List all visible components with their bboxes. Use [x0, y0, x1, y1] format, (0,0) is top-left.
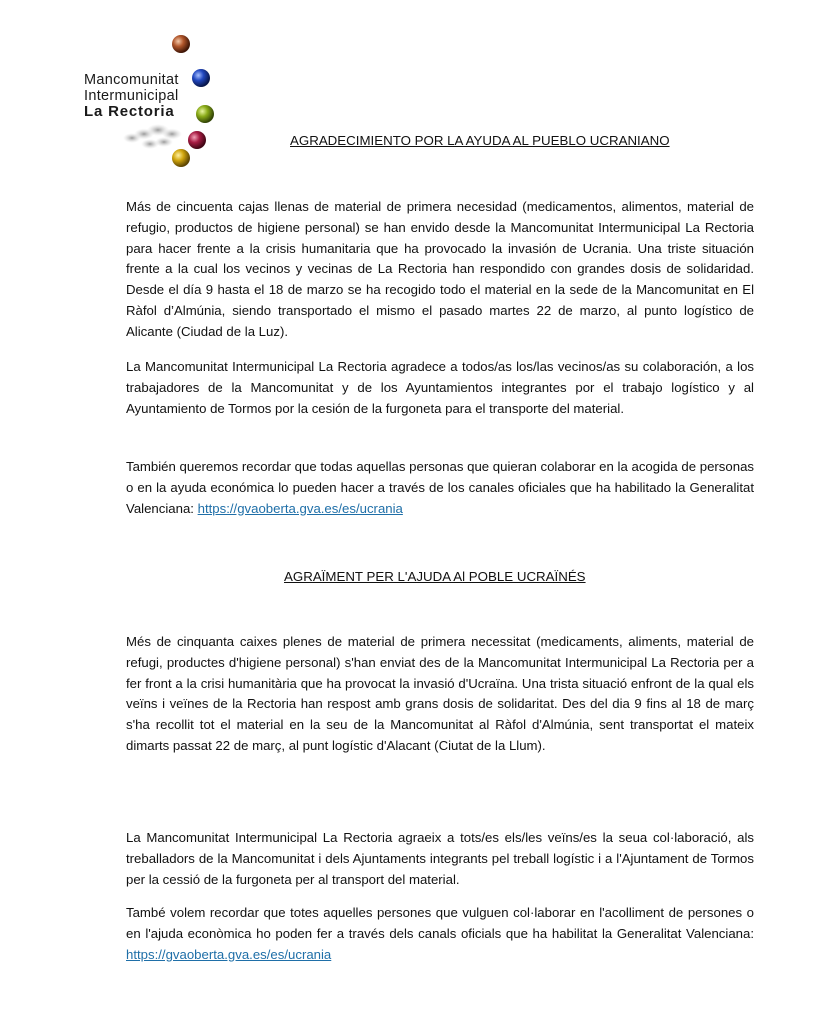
- valencian-paragraph-2: La Mancomunitat Intermunicipal La Rectoria agraeix a tots/es els/les veïns/es la seua col·laboració, als treballadors de la Mancomunitat i dels Ajuntaments integrants pel treball logístic i a l'Ajuntament de Tormos per la cessió de la furgoneta per al transport del material.: [126, 830, 754, 887]
- valencian-heading: AGRAÏMENT PER L'AJUDA Al POBLE UCRAÏNÉS: [284, 569, 586, 584]
- spanish-paragraph-3: [126, 457, 754, 519]
- logo-line-3: La Rectoria: [84, 103, 175, 120]
- valencian-paragraph-3-text: També volem recordar que totes aquelles persones que vulguen col·laborar en l'acolliment de persones o en l'ajuda econòmica ho poden fer a través dels canals oficials que ha habilitat la Generalitat Valenciana:: [126, 905, 754, 941]
- spanish-paragraph-2: La Mancomunitat Intermunicipal La Rectoria agradece a todos/as los/las vecinos/as su colaboración, a los trabajadores de la Mancomunitat y de los Ayuntamientos integrantes por el trabajo logístico y al Ayuntamiento de Tormos por la cesión de la furgoneta para el transporte del material.: [126, 359, 754, 416]
- logo-ball-blue: [192, 69, 210, 87]
- logo-ball-brown: [172, 35, 190, 53]
- logo-ball-yellow: [172, 149, 190, 167]
- spanish-ucrania-link[interactable]: https://gvaoberta.gva.es/es/ucrania: [197, 500, 403, 516]
- spanish-heading: AGRADECIMIENTO POR LA AYUDA AL PUEBLO UCRANIANO: [290, 133, 670, 148]
- logo-ball-green: [196, 105, 214, 123]
- valencian-paragraph-3: [126, 903, 754, 965]
- logo-line-2: Intermunicipal: [84, 88, 179, 104]
- logo-ball-red: [188, 131, 206, 149]
- spanish-paragraph-1: Más de cincuenta cajas llenas de material de primera necesidad (medicamentos, alimentos, material de refugio, productos de higiene personal) se han envido desde la Mancomunitat Intermunicipal La Rectoria para hacer frente a la crisis humanitaria que ha provocado la invasión de Ucrania. Una triste situación frente a la cual los vecinos y vecinas de La Rectoria han respondido con grandes dosis de solidaridad. Desde el día 9 hasta el 18 de marzo se ha recogido todo el material en la sede de la Mancomunitat en El Ràfol d’Almúnia, siendo transportado el mismo el pasado martes 22 de marzo, al punto logístico de Alicante (Ciudad de la Luz).: [126, 199, 754, 339]
- mancomunitat-logo: [80, 30, 230, 170]
- spanish-paragraph-3-text: También queremos recordar que todas aquellas personas que quieran colaborar en la acogida de personas o en la ayuda económica lo pueden hacer a través de los canales oficiales que ha habilitado la Generalitat Valenciana:: [126, 459, 754, 516]
- logo-text: [84, 72, 179, 120]
- valencian-paragraph-1: Més de cinquanta caixes plenes de material de primera necessitat (medicaments, aliments, material de refugi, productes d'higiene personal) s'han enviat des de la Mancomunitat Intermunicipal La Rectoria per a fer front a la crisi humanitària que ha provocat la invasió d'Ucraïna. Una trista situació enfront de la qual els veïns i veïnes de la Rectoria han respost amb grans dosis de solidaritat. Des del dia 9 fins al 18 de març s'ha recollit tot el material en la seu de la Mancomunitat al Ràfol d'Almúnia, sent transportat el mateix dimarts passat 22 de març, al punt logístic d'Alacant (Ciutat de la Llum).: [126, 634, 754, 753]
- logo-line-1: Mancomunitat: [84, 72, 179, 88]
- valencian-ucrania-link[interactable]: https://gvaoberta.gva.es/es/ucrania: [126, 946, 332, 962]
